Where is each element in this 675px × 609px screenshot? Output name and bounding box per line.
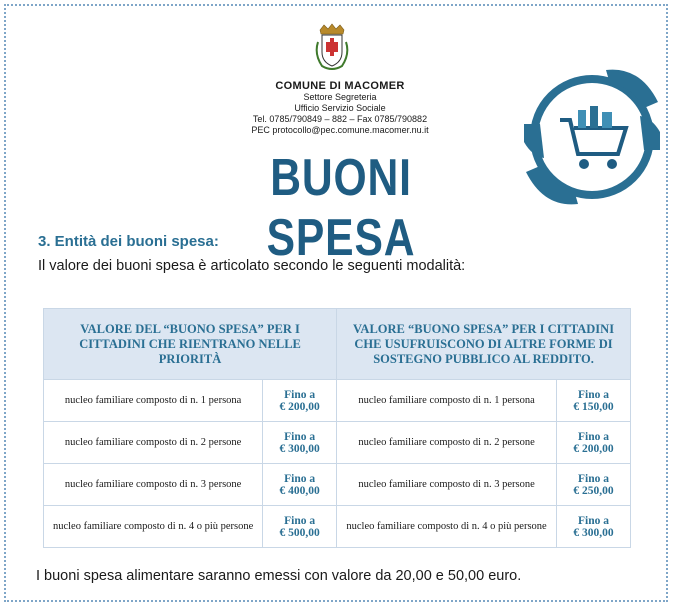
section-intro: Il valore dei buoni spesa è articolato secondo le seguenti modalità: [38,258,466,274]
header-line: Settore Segreteria [303,92,377,102]
comune-name: COMUNE DI MACOMER [275,80,405,92]
section-heading: 3. Entità dei buoni spesa: [38,233,219,250]
row-amount: Fino a € 400,00 [263,464,337,506]
table-row [44,506,631,548]
header-line: Ufficio Servizio Sociale [294,103,386,113]
row-description: nucleo familiare composto di n. 1 persona [44,380,263,422]
row-description: nucleo familiare composto di n. 3 persone [44,464,263,506]
table-row [44,422,631,464]
row-description: nucleo familiare composto di n. 3 persone [337,464,557,506]
row-amount: Fino a € 300,00 [556,506,630,548]
table-row [44,464,631,506]
row-amount: Fino a € 500,00 [263,506,337,548]
header-line: Tel. 0785/790849 – 882 – Fax 0785/790882 [252,114,428,124]
table-header-row [44,309,631,380]
row-amount: Fino a € 300,00 [263,422,337,464]
footer-note: I buoni spesa alimentare saranno emessi con valore da 20,00 e 50,00 euro. [36,568,522,584]
row-amount: Fino a € 250,00 [556,464,630,506]
row-description: nucleo familiare composto di n. 2 persone [44,422,263,464]
row-description: nucleo familiare composto di n. 1 persona [337,380,557,422]
row-amount: Fino a € 200,00 [263,380,337,422]
row-description: nucleo familiare composto di n. 4 o più persone [337,506,557,548]
row-description: nucleo familiare composto di n. 4 o più persone [44,506,263,548]
municipal-crest-icon [312,22,352,72]
table-header-other-support: VALORE “BUONO SPESA” PER I CITTADINI CHE USUFRUISCONO DI ALTRE FORME DI SOSTEGNO PUBBLICO AL REDDITO. [337,309,631,380]
vouchers-table [43,308,631,548]
table-header-priority: VALORE DEL “BUONO SPESA” PER I CITTADINI CHE RIENTRANO NELLE PRIORITÀ [44,309,337,380]
page-title: BUONI SPESA [266,149,416,267]
header-block [220,80,460,136]
table-row [44,380,631,422]
hands-shopping-cart-icon [518,62,666,212]
row-amount: Fino a € 200,00 [556,422,630,464]
row-amount: Fino a € 150,00 [556,380,630,422]
header-line: PEC protocollo@pec.comune.macomer.nu.it [251,125,429,135]
row-description: nucleo familiare composto di n. 2 persone [337,422,557,464]
